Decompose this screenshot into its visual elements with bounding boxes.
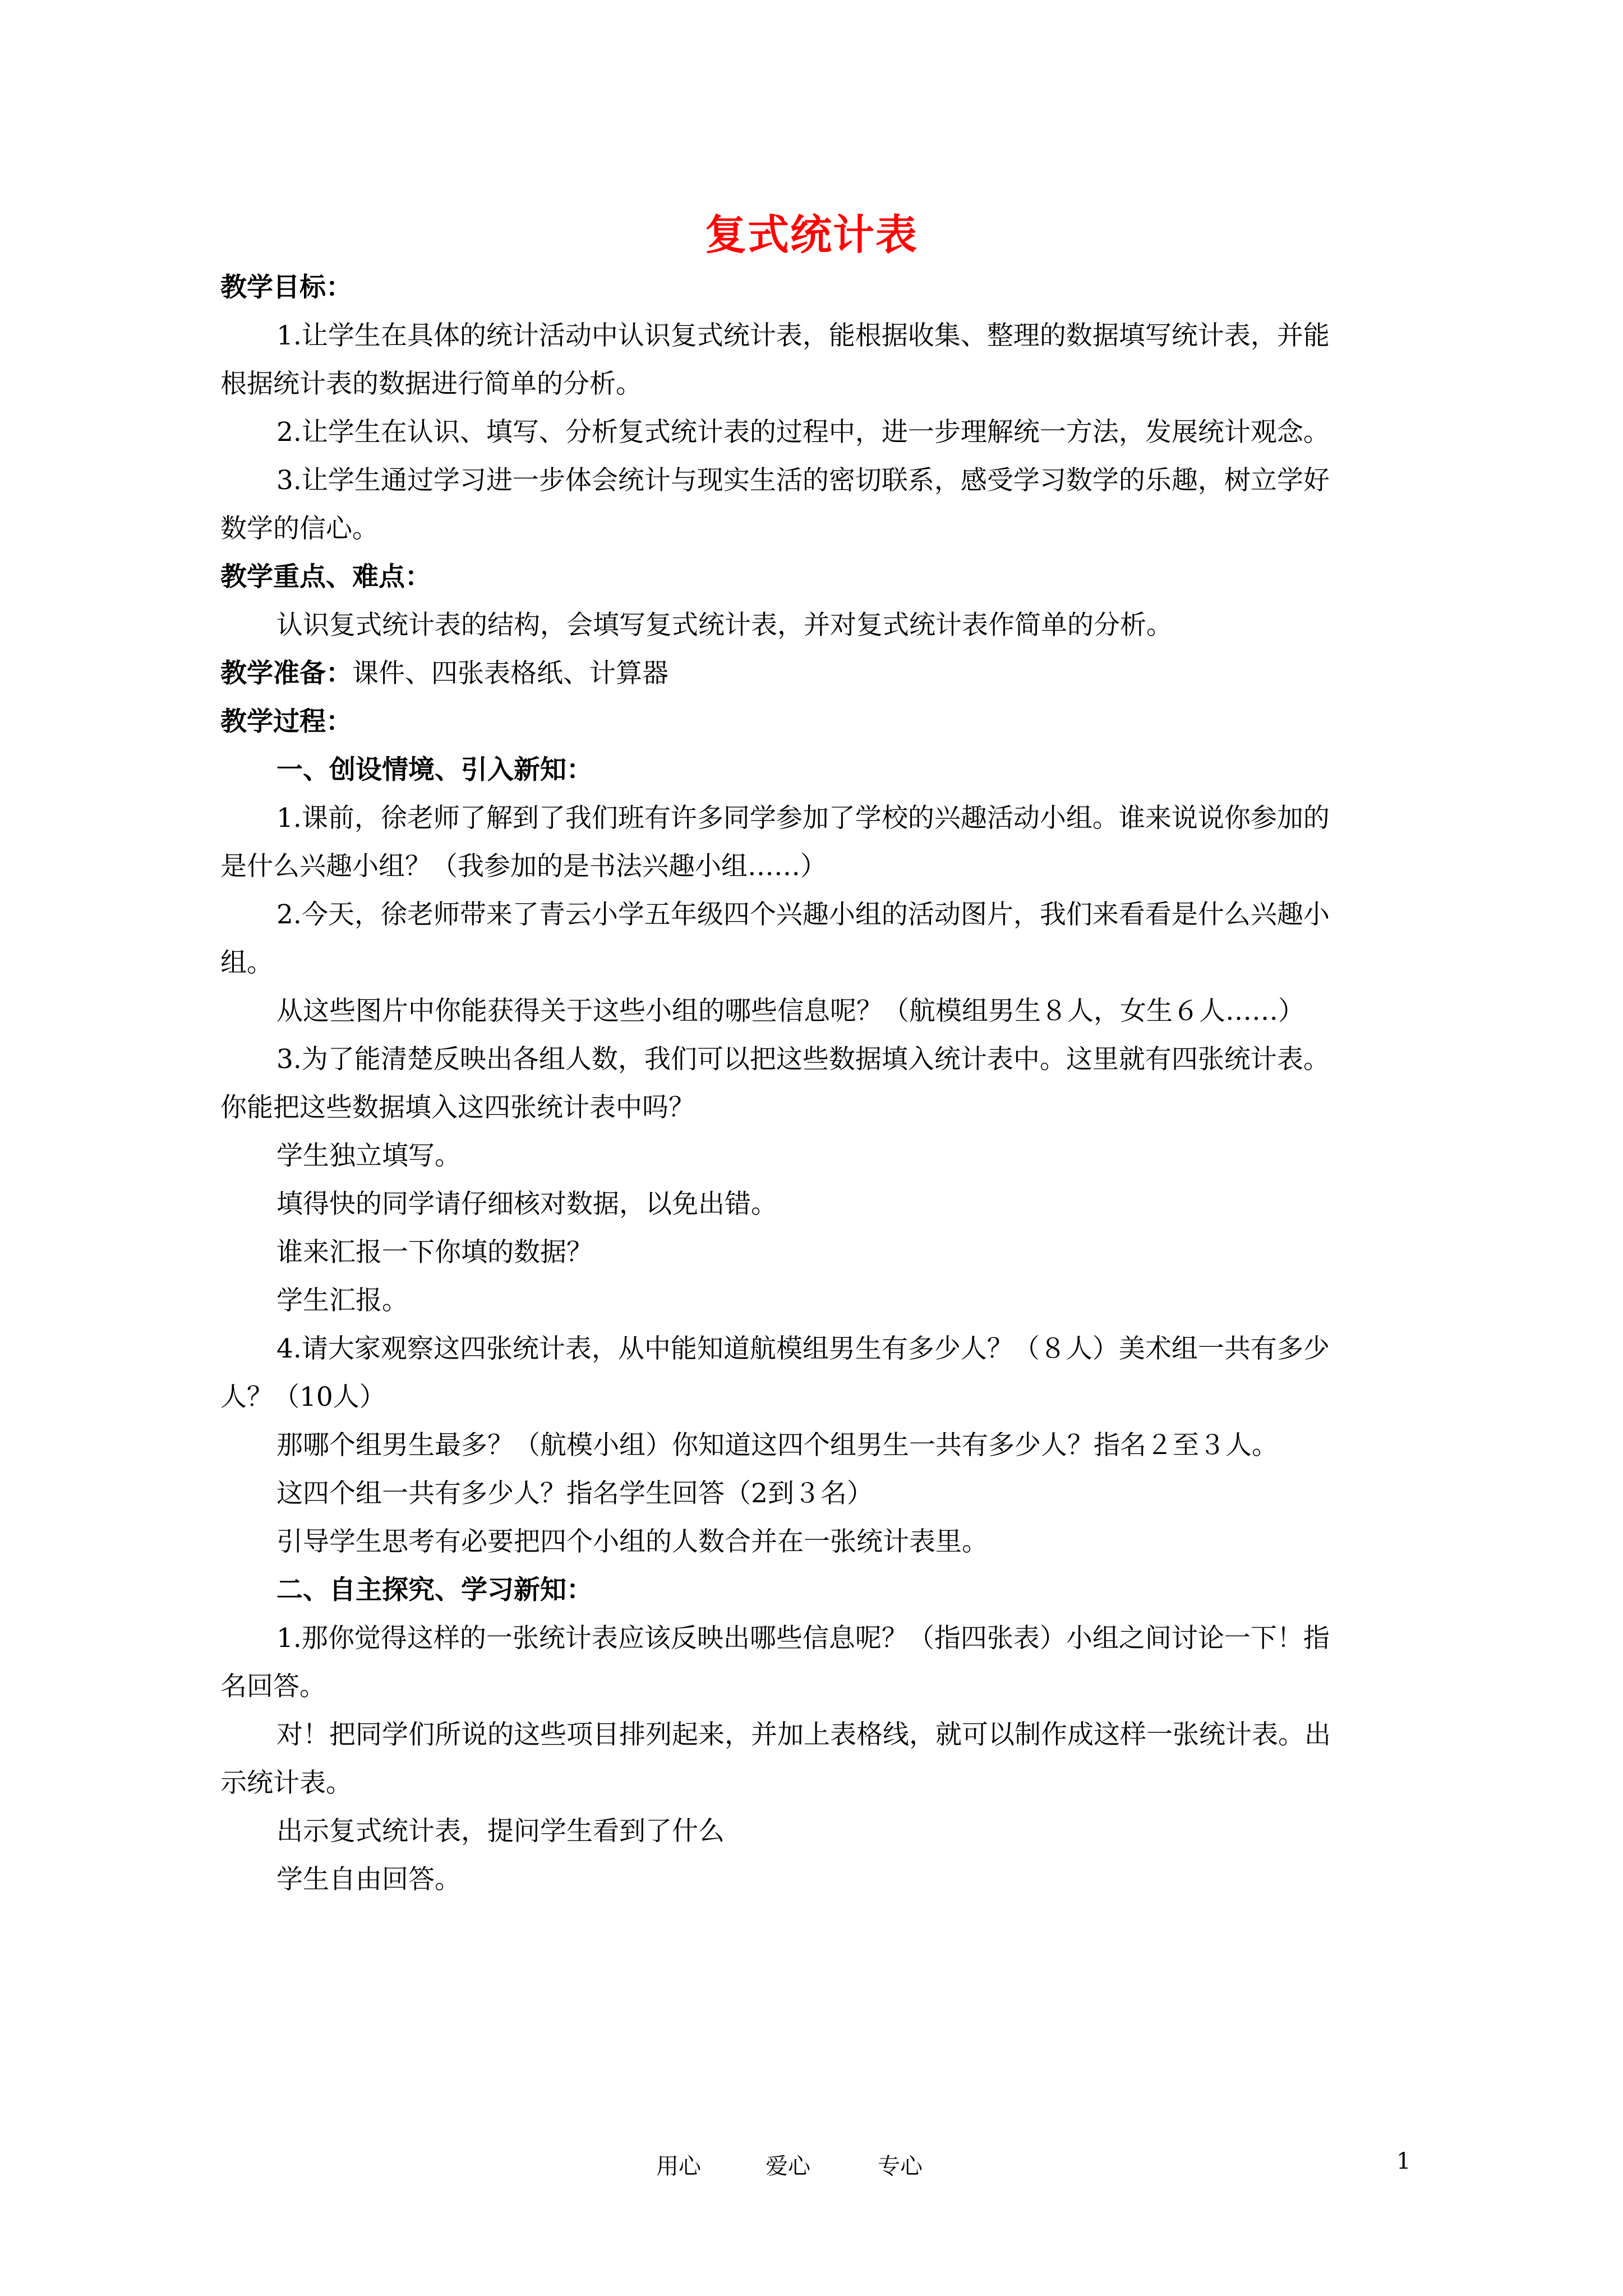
process-heading: 教学过程： (220, 706, 352, 737)
preparation-line (220, 650, 1412, 698)
paragraph: 学生自由回答。 (276, 1864, 461, 1895)
goal-2: 2.让学生在认识、填写、分析复式统计表的过程中，进一步理解统一方法，发展统计观念。 (276, 417, 1330, 448)
paragraph: 3.为了能清楚反映出各组人数，我们可以把这些数据填入统计表中。这里就有四张统计表。 (276, 1044, 1330, 1075)
paragraph: 从这些图片中你能获得关于这些小组的哪些信息呢？（航模组男生８人，女生６人……） (276, 996, 1304, 1027)
key-points-text: 认识复式统计表的结构，会填写复式统计表，并对复式统计表作简单的分析。 (276, 610, 1173, 641)
paragraph: 出示复式统计表，提问学生看到了什么 (276, 1816, 725, 1847)
paragraph: 学生汇报。 (276, 1285, 408, 1316)
part-1-heading: 一、创设情境、引入新知： (276, 754, 593, 785)
page-number: 1 (1396, 2148, 1411, 2174)
paragraph: 你能把这些数据填入这四张统计表中吗？ (220, 1092, 695, 1123)
footer-motto-1: 用心 (656, 2154, 701, 2179)
paragraph: 这四个组一共有多少人？指名学生回答（2到３名） (276, 1478, 873, 1509)
paragraph: 填得快的同学请仔细核对数据，以免出错。 (276, 1189, 777, 1220)
key-points-heading: 教学重点、难点： (220, 562, 431, 592)
document-title: 复式统计表 (705, 211, 918, 259)
paragraph: 示统计表。 (220, 1768, 352, 1798)
footer-motto-3: 专心 (878, 2154, 923, 2179)
page-footer (0, 2148, 1623, 2182)
goal-1-line-2: 根据统计表的数据进行简单的分析。 (220, 369, 642, 399)
preparation-heading: 教学准备： (220, 658, 352, 689)
paragraph: 学生独立填写。 (276, 1140, 461, 1171)
goals-heading: 教学目标： (220, 272, 352, 303)
paragraph: 对！把同学们所说的这些项目排列起来，并加上表格线，就可以制作成这样一张统计表。出 (276, 1719, 1331, 1750)
part-2-heading: 二、自主探究、学习新知： (276, 1575, 593, 1605)
paragraph: 组。 (220, 947, 273, 978)
paragraph: 人？（10人） (220, 1382, 386, 1412)
goal-3-line-2: 数学的信心。 (220, 513, 379, 544)
paragraph: 是什么兴趣小组？（我参加的是书法兴趣小组……） (220, 851, 827, 882)
paragraph: 名回答。 (220, 1671, 326, 1702)
paragraph: 2.今天，徐老师带来了青云小学五年级四个兴趣小组的活动图片，我们来看看是什么兴趣小 (276, 899, 1330, 930)
paragraph: 引导学生思考有必要把四个小组的人数合并在一张统计表里。 (276, 1526, 988, 1557)
preparation-text: 课件、四张表格纸、计算器 (352, 658, 668, 689)
paragraph: 谁来汇报一下你填的数据？ (276, 1237, 593, 1268)
footer-motto-2: 爱心 (766, 2154, 810, 2179)
paragraph: 那哪个组男生最多？（航模小组）你知道这四个组男生一共有多少人？指名２至３人。 (276, 1430, 1278, 1461)
paragraph: 1.课前，徐老师了解到了我们班有许多同学参加了学校的兴趣活动小组。谁来说说你参加的 (276, 803, 1330, 834)
paragraph: 4.请大家观察这四张统计表，从中能知道航模组男生有多少人？（８人）美术组一共有多少 (276, 1333, 1330, 1364)
goal-3-line-1: 3.让学生通过学习进一步体会统计与现实生活的密切联系，感受学习数学的乐趣，树立学好 (276, 465, 1330, 496)
goal-1-line-1: 1.让学生在具体的统计活动中认识复式统计表，能根据收集、整理的数据填写统计表，并能 (276, 320, 1330, 351)
document-body (220, 264, 1412, 1904)
paragraph: 1.那你觉得这样的一张统计表应该反映出哪些信息呢？（指四张表）小组之间讨论一下！指 (276, 1623, 1330, 1654)
